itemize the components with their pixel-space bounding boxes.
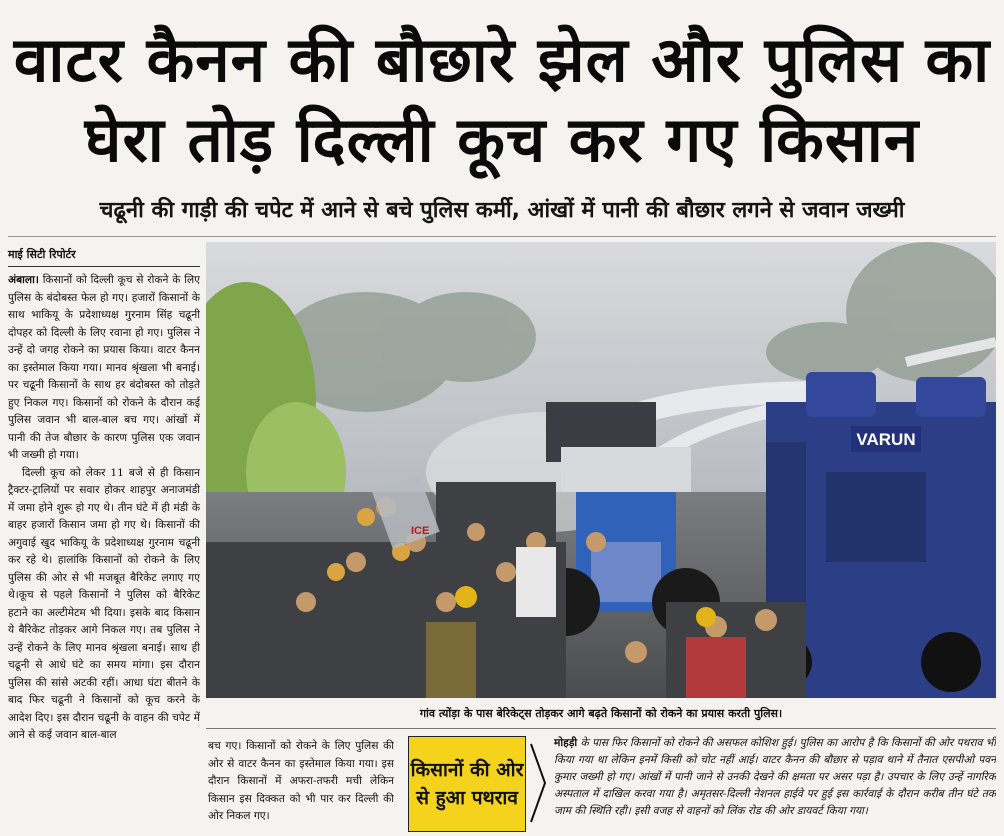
- headline: वाटर कैनन की बौछारे झेल और पुलिस का घेरा तोड़ दिल्ली कूच कर गए किसान: [13, 23, 991, 176]
- callout-text: किसानों की ओर से हुआ पथराव: [410, 759, 524, 809]
- protest-scene-illustration: [206, 242, 996, 698]
- callout-box: [408, 736, 526, 832]
- subheadline: चढूनी की गाड़ी की चपेट में आने से बचे पुलिस कर्मी, आंखों में पानी की बौछार लगने से जवान जख्मी: [99, 198, 905, 223]
- middle-article-column: बच गए। किसानों को रोकने के लिए पुलिस की ओर से वाटर कैनन का इस्तेमाल किया गया। इस दौरान किसानों में अफरा-तफरी मची लेकिन किसान इस दिक्कत को भी पार कर दिल्ली की ओर निकल गए।: [208, 740, 394, 822]
- right-column-text: के पास फिर किसानों को रोकने की असफल कोशिश हुई। पुलिस का आरोप है कि किसानों की ओर पथराव भी किया गया था लेकिन इनमें किसी को चोट नहीं आई। वाटर कैनन की बौछार से पड़ाव थाने में तैनात एसपीओ पवन कुमार जख्मी हो गए। आंखों में पानी जाने से उनकी देखने की क्षमता पर असर पड़ा है। उपचार के लिए उन्हें नागरिक अस्पताल में दाखिल करवा गया है। अमृतसर-दिल्ली नेशनल हाईवे पर हुई इस कार्रवाई के दौरान करीब तीन घंटे तक जाम की स्थिति रही। इसी वजह से वाहनों को लिंक रोड की ओर डायवर्ट किया गया।: [554, 737, 996, 817]
- left-article-column: [8, 272, 200, 828]
- right-article-column: [554, 735, 996, 831]
- article-paragraph-1: [8, 272, 200, 465]
- chevron-right-icon: [528, 740, 548, 826]
- paragraph-text: किसानों को दिल्ली कूच से रोकने के लिए पुलिस के बंदोबस्त फेल हो गए। हजारों किसानों के साथ भाकियू के प्रदेशाध्यक्ष गुरनाम सिंह चढूनी दोपहर को दिल्ली के लिए रवाना हो गए। पुलिस ने उन्हें दो जगह रोकने का प्रयास किया। वाटर कैनन का इस्तेमाल किया गया। मानव श्रृंखला भी बनाई। पर चढूनी किसानों के साथ हर बंदोबस्त को तोड़ते हुए निकल गए। किसानों को रोकने के दौरान कई पुलिस जवान भी बाल-बाल बच गए। आंखों में पानी की तेज बौछार के कारण पुलिस एक जवान भी जख्मी हो गया।: [8, 274, 200, 461]
- placename: मोहड़ी: [554, 737, 578, 749]
- truck-label: VARUN: [856, 430, 916, 449]
- byline: माई सिटी रिपोर्टर: [8, 247, 200, 267]
- photo-caption: गांव त्योंड़ा के पास बेरिकेट्स तोड़कर आगे बढ़ते किसानों को रोकने का प्रयास करती पुलिस।: [206, 700, 996, 729]
- divider: [8, 236, 996, 237]
- dateline: अंबाला।: [8, 274, 39, 286]
- article-paragraph-2: दिल्ली कूच को लेकर 11 बजे से ही किसान ट्रैक्टर-ट्रालियों पर सवार होकर शाहपुर अनाजमंडी में जमा होने शुरू हो गए थे। तीन घंटे में ही मंडी के बाहर हजारों किसान जमा हो गए थे। किसानों की अगुवाई खुद भाकियू के प्रदेशाध्यक्ष गुरनाम चढूनी कर रहे थे। हालांकि किसानों को रोकने के लिए पुलिस की ओर से भी मजबूत बैरिकेट लगाए गए थे।कूच से पहले किसानों ने पुलिस को बैरिकेट हटाने का अल्टीमेटम भी दिया। इसके बाद किसान ये बैरिकेट तोड़कर आगे निकल गए। तब पुलिस ने उन्हें रोकने के लिए मानव श्रृंखला बनाई। साथ ही चढूनी से आधे घंटे का समय मांगा। इस दौरान पुलिस की सांसे अटकी रहीं। आधा घंटा बीतने के बाद फिर चढूनी ने किसानों को कूच करने के आदेश दिए। इस दौरान चढूनी के वाहन की चपेट में आने से कई जवान बाल-बाल: [8, 466, 200, 741]
- shield-text: ICE: [411, 525, 430, 537]
- news-photo: [206, 242, 996, 698]
